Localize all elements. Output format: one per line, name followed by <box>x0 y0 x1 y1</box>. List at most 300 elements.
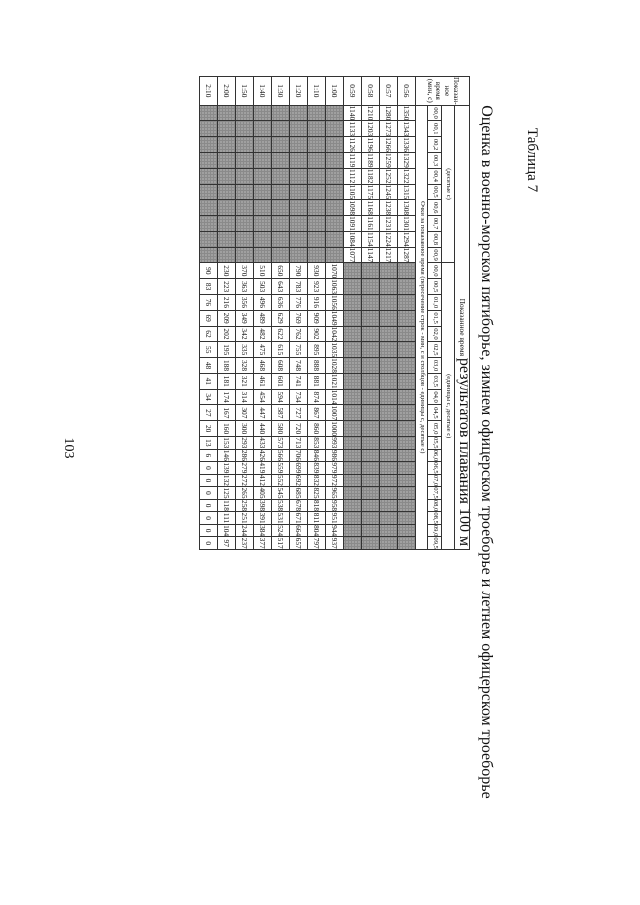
score-cell: 1231 <box>380 216 398 232</box>
score-cell: 265 <box>236 487 254 500</box>
shaded-cell <box>254 231 272 247</box>
score-cell: 902 <box>308 326 326 342</box>
score-cell: 167 <box>218 405 236 421</box>
score-cell: 776 <box>290 295 308 311</box>
tenths-col-label: 00,0 <box>428 105 442 121</box>
score-cell: 0 <box>200 474 218 487</box>
score-cell: 937 <box>326 537 344 550</box>
score-cell: 1210 <box>362 105 380 121</box>
score-cell: 1252 <box>380 168 398 184</box>
score-cell: 384 <box>254 524 272 537</box>
score-cell: 1350 <box>398 105 416 121</box>
shaded-cell <box>398 512 416 525</box>
shaded-cell <box>362 342 380 358</box>
units-col-label: 08,5 <box>428 512 442 525</box>
shaded-cell <box>362 449 380 462</box>
score-cell: 335 <box>236 342 254 358</box>
shaded-cell <box>398 499 416 512</box>
shaded-cell <box>362 499 380 512</box>
score-cell: 146 <box>218 449 236 462</box>
shaded-cell <box>326 105 344 121</box>
score-cell: 1112 <box>344 168 362 184</box>
shaded-cell <box>218 231 236 247</box>
table-row <box>218 77 236 550</box>
shaded-cell <box>398 474 416 487</box>
score-cell: 1126 <box>344 137 362 153</box>
score-cell: 517 <box>272 537 290 550</box>
shaded-cell <box>218 247 236 263</box>
score-cell: 1175 <box>362 184 380 200</box>
units-col-label: 02,0 <box>428 326 442 342</box>
shaded-cell <box>362 358 380 374</box>
score-cell: 1280 <box>380 105 398 121</box>
shaded-cell <box>398 310 416 326</box>
score-cell: 552 <box>272 474 290 487</box>
score-cell: 1133 <box>344 121 362 137</box>
score-cell: 643 <box>272 279 290 295</box>
score-cell: 1105 <box>344 184 362 200</box>
row-header-label: Показан-ное время (мин, с) <box>416 77 470 106</box>
score-cell: 958 <box>326 499 344 512</box>
shaded-cell <box>290 247 308 263</box>
score-cell: 377 <box>254 537 272 550</box>
shaded-cell <box>344 326 362 342</box>
shaded-cell <box>326 168 344 184</box>
score-cell: 629 <box>272 310 290 326</box>
shaded-cell <box>344 405 362 421</box>
scoring-table <box>199 76 470 550</box>
score-cell: 874 <box>308 389 326 405</box>
score-cell: 1245 <box>380 184 398 200</box>
score-cell: 811 <box>308 512 326 525</box>
shaded-cell <box>380 524 398 537</box>
shaded-cell <box>362 405 380 421</box>
shaded-cell <box>344 462 362 475</box>
table-row <box>380 77 398 550</box>
score-cell: 1259 <box>380 152 398 168</box>
score-cell: 594 <box>272 389 290 405</box>
shaded-cell <box>398 263 416 279</box>
score-cell: 1049 <box>326 310 344 326</box>
shaded-cell <box>380 499 398 512</box>
score-cell: 0 <box>200 499 218 512</box>
shaded-cell <box>290 200 308 216</box>
score-cell: 1161 <box>362 216 380 232</box>
units-col-label: 05,0 <box>428 421 442 437</box>
shaded-cell <box>200 200 218 216</box>
score-cell: 496 <box>254 295 272 311</box>
score-cell: 321 <box>236 373 254 389</box>
shaded-cell <box>398 342 416 358</box>
shaded-cell <box>200 121 218 137</box>
shaded-cell <box>272 231 290 247</box>
score-cell: 615 <box>272 342 290 358</box>
score-cell: 797 <box>308 537 326 550</box>
shaded-cell <box>344 487 362 500</box>
units-header: (единицы с, десятые с) <box>442 263 455 550</box>
shaded-cell <box>326 137 344 153</box>
table-row <box>398 77 416 550</box>
score-cell: 706 <box>290 449 308 462</box>
score-cell: 0 <box>200 524 218 537</box>
score-cell: 713 <box>290 437 308 450</box>
shaded-cell <box>362 310 380 326</box>
shaded-cell <box>200 247 218 263</box>
shaded-cell <box>326 152 344 168</box>
score-cell: 125 <box>218 487 236 500</box>
score-cell: 1301 <box>398 216 416 232</box>
shaded-cell <box>344 342 362 358</box>
shaded-cell <box>362 373 380 389</box>
score-cell: 657 <box>290 537 308 550</box>
score-cell: 342 <box>236 326 254 342</box>
score-cell: 965 <box>326 487 344 500</box>
score-cell: 986 <box>326 449 344 462</box>
score-cell: 1273 <box>380 121 398 137</box>
score-cell: 0 <box>200 487 218 500</box>
shaded-cell <box>344 295 362 311</box>
score-cell: 251 <box>236 512 254 525</box>
shaded-cell <box>308 247 326 263</box>
score-cell: 111 <box>218 512 236 525</box>
score-cell: 531 <box>272 512 290 525</box>
score-cell: 1035 <box>326 342 344 358</box>
shaded-cell <box>344 358 362 374</box>
score-cell: 1063 <box>326 279 344 295</box>
tenths-col-label: 00,9 <box>428 247 442 263</box>
table-row <box>272 77 290 550</box>
score-cell: 867 <box>308 405 326 421</box>
shaded-cell <box>272 105 290 121</box>
score-cell: 993 <box>326 437 344 450</box>
shaded-cell <box>308 184 326 200</box>
shaded-cell <box>308 216 326 232</box>
score-cell: 258 <box>236 499 254 512</box>
score-cell: 398 <box>254 499 272 512</box>
score-cell: 181 <box>218 373 236 389</box>
score-cell: 405 <box>254 487 272 500</box>
score-cell: 118 <box>218 499 236 512</box>
row-time-label: 1:20 <box>290 77 308 106</box>
shaded-cell <box>362 462 380 475</box>
score-cell: 0 <box>200 512 218 525</box>
score-cell: 104 <box>218 524 236 537</box>
row-time-label: 0:56 <box>398 77 416 106</box>
score-cell: 930 <box>308 263 326 279</box>
score-cell: 1238 <box>380 200 398 216</box>
shaded-cell <box>236 200 254 216</box>
header-row-1 <box>455 77 470 550</box>
units-col-label: 00,0 <box>428 263 442 279</box>
score-cell: 1119 <box>344 152 362 168</box>
score-cell: 1021 <box>326 373 344 389</box>
shaded-cell <box>398 487 416 500</box>
score-cell: 825 <box>308 487 326 500</box>
shaded-cell <box>308 200 326 216</box>
table-row <box>326 77 344 550</box>
shaded-cell <box>362 326 380 342</box>
shaded-cell <box>344 512 362 525</box>
score-cell: 314 <box>236 389 254 405</box>
score-cell: 328 <box>236 358 254 374</box>
shaded-cell <box>398 462 416 475</box>
score-cell: 1168 <box>362 200 380 216</box>
shaded-cell <box>308 152 326 168</box>
header-row-4 <box>416 77 428 550</box>
score-cell: 769 <box>290 310 308 326</box>
shaded-cell <box>290 152 308 168</box>
shaded-cell <box>272 137 290 153</box>
score-cell: 1056 <box>326 295 344 311</box>
score-cell: 440 <box>254 421 272 437</box>
shaded-cell <box>272 152 290 168</box>
score-cell: 356 <box>236 295 254 311</box>
shaded-cell <box>326 200 344 216</box>
shaded-cell <box>290 168 308 184</box>
shaded-cell <box>236 247 254 263</box>
shaded-cell <box>200 231 218 247</box>
shaded-cell <box>380 474 398 487</box>
row-time-label: 1:10 <box>308 77 326 106</box>
score-cell: 482 <box>254 326 272 342</box>
score-cell: 881 <box>308 373 326 389</box>
shaded-cell <box>380 373 398 389</box>
score-cell: 139 <box>218 462 236 475</box>
table-title: Оценка в военно-морском пятиборье, зимнем офицерском троеборье и летнем офицерском троеборье результатов плавания 100 м <box>456 105 495 799</box>
shaded-cell <box>380 358 398 374</box>
score-cell: 923 <box>308 279 326 295</box>
shaded-cell <box>380 462 398 475</box>
score-cell: 468 <box>254 358 272 374</box>
score-cell: 580 <box>272 421 290 437</box>
table-row <box>290 77 308 550</box>
shaded-cell <box>362 295 380 311</box>
shaded-cell <box>344 449 362 462</box>
score-cell: 944 <box>326 524 344 537</box>
row-time-label: 0:58 <box>362 77 380 106</box>
shaded-cell <box>254 247 272 263</box>
row-time-label: 1:50 <box>236 77 254 106</box>
score-cell: 1014 <box>326 389 344 405</box>
score-cell: 0 <box>200 462 218 475</box>
shaded-cell <box>254 200 272 216</box>
shaded-cell <box>272 200 290 216</box>
shaded-cell <box>254 121 272 137</box>
score-cell: 755 <box>290 342 308 358</box>
shaded-cell <box>362 512 380 525</box>
shaded-cell <box>344 499 362 512</box>
score-cell: 1084 <box>344 231 362 247</box>
shaded-cell <box>308 105 326 121</box>
score-cell: 916 <box>308 295 326 311</box>
score-cell: 412 <box>254 474 272 487</box>
score-cell: 27 <box>200 405 218 421</box>
score-cell: 972 <box>326 474 344 487</box>
score-cell: 832 <box>308 474 326 487</box>
score-cell: 1098 <box>344 200 362 216</box>
shaded-cell <box>398 279 416 295</box>
shaded-cell <box>236 105 254 121</box>
shaded-cell <box>398 537 416 550</box>
score-cell: 678 <box>290 499 308 512</box>
row-time-label: 1:30 <box>272 77 290 106</box>
row-time-label: 0:59 <box>344 77 362 106</box>
score-cell: 223 <box>218 279 236 295</box>
shaded-cell <box>272 121 290 137</box>
score-cell: 587 <box>272 405 290 421</box>
score-cell: 279 <box>236 462 254 475</box>
shaded-cell <box>326 121 344 137</box>
score-cell: 1266 <box>380 137 398 153</box>
score-cell: 202 <box>218 326 236 342</box>
score-cell: 1203 <box>362 121 380 137</box>
score-cell: 1315 <box>398 184 416 200</box>
score-cell: 1070 <box>326 263 344 279</box>
shaded-cell <box>380 537 398 550</box>
shaded-cell <box>398 437 416 450</box>
table-row <box>236 77 254 550</box>
score-cell: 419 <box>254 462 272 475</box>
score-cell: 83 <box>200 279 218 295</box>
score-cell: 545 <box>272 487 290 500</box>
shaded-cell <box>290 216 308 232</box>
score-cell: 461 <box>254 373 272 389</box>
score-cell: 790 <box>290 263 308 279</box>
score-cell: 272 <box>236 474 254 487</box>
row-time-label: 0:57 <box>380 77 398 106</box>
score-cell: 503 <box>254 279 272 295</box>
score-cell: 1182 <box>362 168 380 184</box>
score-cell: 1007 <box>326 405 344 421</box>
shaded-cell <box>236 121 254 137</box>
shaded-cell <box>290 105 308 121</box>
table-row <box>254 77 272 550</box>
score-cell: 293 <box>236 437 254 450</box>
score-cell: 300 <box>236 421 254 437</box>
tenths-header: (десятые с) <box>442 105 455 263</box>
shaded-cell <box>326 216 344 232</box>
score-cell: 244 <box>236 524 254 537</box>
score-cell: 573 <box>272 437 290 450</box>
row-time-label: 2:10 <box>200 77 218 106</box>
shaded-cell <box>362 524 380 537</box>
shaded-cell <box>272 247 290 263</box>
score-cell: 951 <box>326 512 344 525</box>
shaded-cell <box>218 105 236 121</box>
shaded-cell <box>344 524 362 537</box>
units-col-label: 02,5 <box>428 342 442 358</box>
shaded-cell <box>326 247 344 263</box>
score-cell: 391 <box>254 512 272 525</box>
score-cell: 979 <box>326 462 344 475</box>
score-cell: 727 <box>290 405 308 421</box>
shaded-cell <box>236 152 254 168</box>
score-cell: 475 <box>254 342 272 358</box>
score-cell: 454 <box>254 389 272 405</box>
score-cell: 748 <box>290 358 308 374</box>
score-cell: 524 <box>272 524 290 537</box>
shaded-cell <box>200 105 218 121</box>
score-cell: 1322 <box>398 168 416 184</box>
shaded-cell <box>380 512 398 525</box>
score-cell: 1329 <box>398 152 416 168</box>
table-row <box>200 77 218 550</box>
shaded-cell <box>380 437 398 450</box>
tenths-col-label: 00,5 <box>428 184 442 200</box>
score-cell: 195 <box>218 342 236 358</box>
score-cell: 1077 <box>344 247 362 263</box>
shaded-cell <box>344 421 362 437</box>
row-time-label: 2:00 <box>218 77 236 106</box>
score-cell: 1189 <box>362 152 380 168</box>
score-cell: 888 <box>308 358 326 374</box>
units-col-label: 06,0 <box>428 449 442 462</box>
score-cell: 34 <box>200 389 218 405</box>
score-cell: 174 <box>218 389 236 405</box>
shaded-cell <box>236 184 254 200</box>
shaded-cell <box>380 342 398 358</box>
score-cell: 1028 <box>326 358 344 374</box>
shaded-cell <box>254 105 272 121</box>
shaded-cell <box>290 231 308 247</box>
units-col-label: 09,0 <box>428 524 442 537</box>
shaded-cell <box>398 449 416 462</box>
score-cell: 608 <box>272 358 290 374</box>
units-col-label: 07,5 <box>428 487 442 500</box>
score-cell: 1147 <box>362 247 380 263</box>
score-cell: 1091 <box>344 216 362 232</box>
tenths-col-label: 00,2 <box>428 137 442 153</box>
score-cell: 636 <box>272 295 290 311</box>
table-row <box>308 77 326 550</box>
shaded-cell <box>344 279 362 295</box>
score-cell: 1287 <box>398 247 416 263</box>
score-cell: 188 <box>218 358 236 374</box>
units-col-label: 08,0 <box>428 499 442 512</box>
score-cell: 846 <box>308 449 326 462</box>
shaded-cell <box>200 184 218 200</box>
score-cell: 685 <box>290 487 308 500</box>
tenths-col-label: 00,4 <box>428 168 442 184</box>
shaded-cell <box>398 421 416 437</box>
score-cell: 559 <box>272 462 290 475</box>
tenths-col-label: 00,6 <box>428 200 442 216</box>
shaded-cell <box>200 168 218 184</box>
score-cell: 804 <box>308 524 326 537</box>
shaded-cell <box>380 421 398 437</box>
score-cell: 447 <box>254 405 272 421</box>
units-col-label: 07,0 <box>428 474 442 487</box>
shaded-cell <box>344 437 362 450</box>
shaded-cell <box>398 405 416 421</box>
shaded-cell <box>380 263 398 279</box>
shaded-cell <box>398 389 416 405</box>
score-cell: 132 <box>218 474 236 487</box>
shaded-cell <box>344 373 362 389</box>
score-cell: 160 <box>218 421 236 437</box>
score-cell: 566 <box>272 449 290 462</box>
score-cell: 20 <box>200 421 218 437</box>
score-cell: 97 <box>218 537 236 550</box>
shaded-cell <box>200 152 218 168</box>
score-cell: 783 <box>290 279 308 295</box>
score-cell: 153 <box>218 437 236 450</box>
shaded-cell <box>380 310 398 326</box>
score-cell: 510 <box>254 263 272 279</box>
units-col-label: 01,5 <box>428 310 442 326</box>
shaded-cell <box>218 184 236 200</box>
shaded-cell <box>236 231 254 247</box>
